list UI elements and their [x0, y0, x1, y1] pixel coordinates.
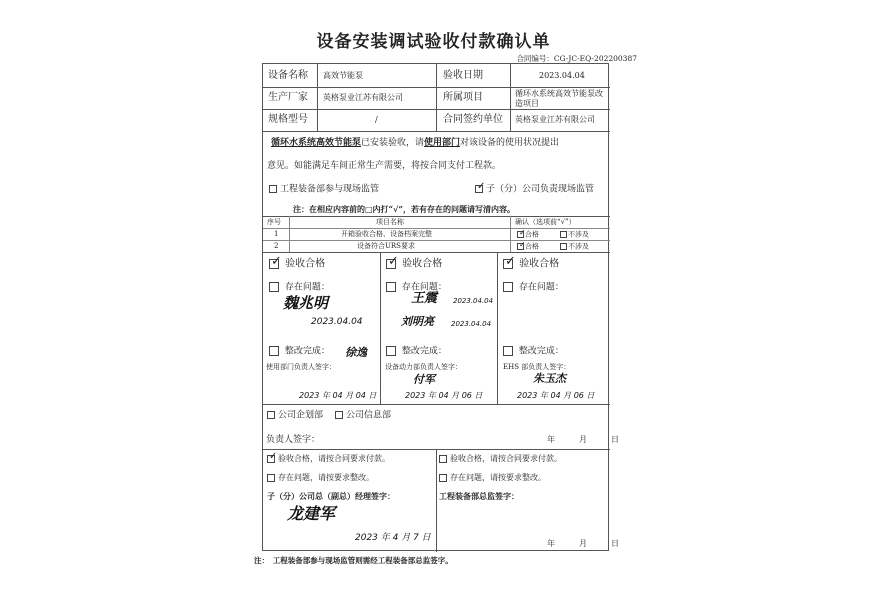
contract-unit-value: 英格泵业江苏有限公司: [515, 115, 595, 124]
col2-issue-signature-1: 王震: [411, 291, 438, 306]
table-row-item: 设备符合URS要求: [357, 242, 415, 250]
gm-signature: 龙建军: [287, 504, 336, 523]
table-header-no: 序号: [267, 218, 281, 226]
table-header-confirm: 确认（选项前“√”）: [515, 218, 576, 226]
col2-issue-signature-2: 刘明亮: [401, 315, 434, 328]
device-name-value: 高效节能泵: [323, 71, 363, 80]
dept-leader-label: 负责人签字：: [266, 435, 321, 445]
spec-label: 规格型号: [268, 114, 308, 125]
maker-value: 英格泵业江苏有限公司: [323, 93, 403, 102]
table-row-item: 开箱验收合格、设备档案完整: [341, 230, 432, 238]
document-page: [224, 0, 643, 600]
maker-label: 生产厂家: [268, 92, 308, 103]
table-header-item: 项目名称: [376, 218, 404, 226]
instruction-note: 注：在相应内容前的□内打“√”，若有存在的问题请写清内容。: [293, 204, 516, 214]
gm-sign-label: 子（分）公司总（副总）经理签字：: [267, 491, 395, 501]
footer-note: 注： 工程装备部参与现场监管则需经工程装备部总监签字。: [254, 556, 453, 565]
final-issue-right: 存在问题，请按要求整改。: [439, 474, 546, 482]
option-sub: ✓ 子（分）公司负责现场监管: [477, 181, 595, 195]
col1-sign-date: 2023 年 04 月 04 日: [299, 391, 377, 400]
col3-fix: 整改完成：: [503, 346, 564, 357]
final-issue-left: 存在问题，请按要求整改。: [267, 474, 374, 482]
col1-issue: 存在问题：: [269, 282, 330, 293]
col1-pass: ✓ 验收合格: [271, 254, 326, 270]
col3-sign-signature: 朱玉杰: [533, 372, 566, 385]
col3-pass: ✓ 验收合格: [505, 254, 560, 270]
eng-director-sign-label: 工程装备部总监签字：: [439, 491, 519, 501]
option-eng: 工程装备部参与现场监管: [269, 185, 379, 195]
form-frame: [262, 63, 619, 551]
gm-sign-date: 2023 年 4 月 7 日: [355, 533, 431, 543]
col1-issue-signature: 魏兆明: [283, 294, 329, 312]
col2-fix: 整改完成：: [386, 346, 447, 357]
col1-fix: 整改完成：: [269, 346, 330, 357]
table-row-ok: ✓ 合格: [519, 228, 539, 239]
final-pass-left: ✓ 验收合格，请按合同要求付款。: [269, 451, 390, 463]
table-row-na: 不涉及: [560, 231, 589, 239]
col2-sign-label: 设备动力部负责人签字：: [385, 363, 462, 371]
table-row-no: 1: [274, 230, 279, 238]
contract-unit-label: 合同签约单位: [443, 114, 503, 125]
col2-sign-date: 2023 年 04 月 06 日: [405, 391, 483, 400]
accept-date-label: 验收日期: [443, 70, 483, 81]
option-eng-checkbox[interactable]: [269, 185, 277, 193]
table-row-ok: ✓ 合格: [519, 240, 539, 251]
dept-plan: 公司企划部: [267, 411, 323, 421]
spec-value: /: [375, 115, 378, 124]
option-sub-checkbox[interactable]: [475, 181, 486, 193]
col1-fix-signature: 徐逸: [345, 346, 367, 359]
col2-issue-date-1: 2023.04.04: [453, 297, 494, 305]
col3-sign-label: EHS 部负责人签字：: [503, 363, 571, 371]
table-row-no: 2: [274, 242, 279, 250]
check-mark-icon: ✓: [477, 181, 486, 192]
col1-sign-label: 使用部门负责人签字：: [266, 363, 336, 371]
project-label: 所属项目: [443, 92, 483, 103]
intro-line-2: 意见。如能满足车间正常生产需要，将按合同支付工程款。: [267, 161, 502, 171]
intro-line-1: 循环水系统高效节能泵已安装验收，请使用部门对该设备的使用状况提出: [271, 138, 560, 148]
final-pass-right: 验收合格，请按合同要求付款。: [439, 455, 562, 463]
col3-sign-date: 2023 年 04 月 06 日: [517, 391, 595, 400]
col3-issue: 存在问题：: [503, 282, 564, 293]
table-row-na: 不涉及: [560, 243, 589, 251]
eng-director-date: 年 月 日: [547, 539, 619, 548]
col2-issue-date-2: 2023.04.04: [451, 320, 492, 328]
project-value: 循环水系统高效节能泵改造项目: [515, 89, 603, 108]
device-name-label: 设备名称: [268, 70, 308, 81]
contract-number: 合同编号：CG-JC-EQ-202200387: [516, 54, 637, 63]
dept-date: 年 月 日: [547, 435, 619, 444]
col2-issue: 存在问题：: [386, 282, 447, 293]
document-title: 设备安装调试验收付款确认单: [316, 32, 551, 52]
dept-info: 公司信息部: [335, 411, 391, 421]
accept-date-value: 2023.04.04: [539, 71, 585, 80]
col2-pass: ✓ 验收合格: [388, 254, 443, 270]
col1-issue-date: 2023.04.04: [311, 317, 363, 327]
col2-sign-signature: 付军: [413, 373, 435, 386]
